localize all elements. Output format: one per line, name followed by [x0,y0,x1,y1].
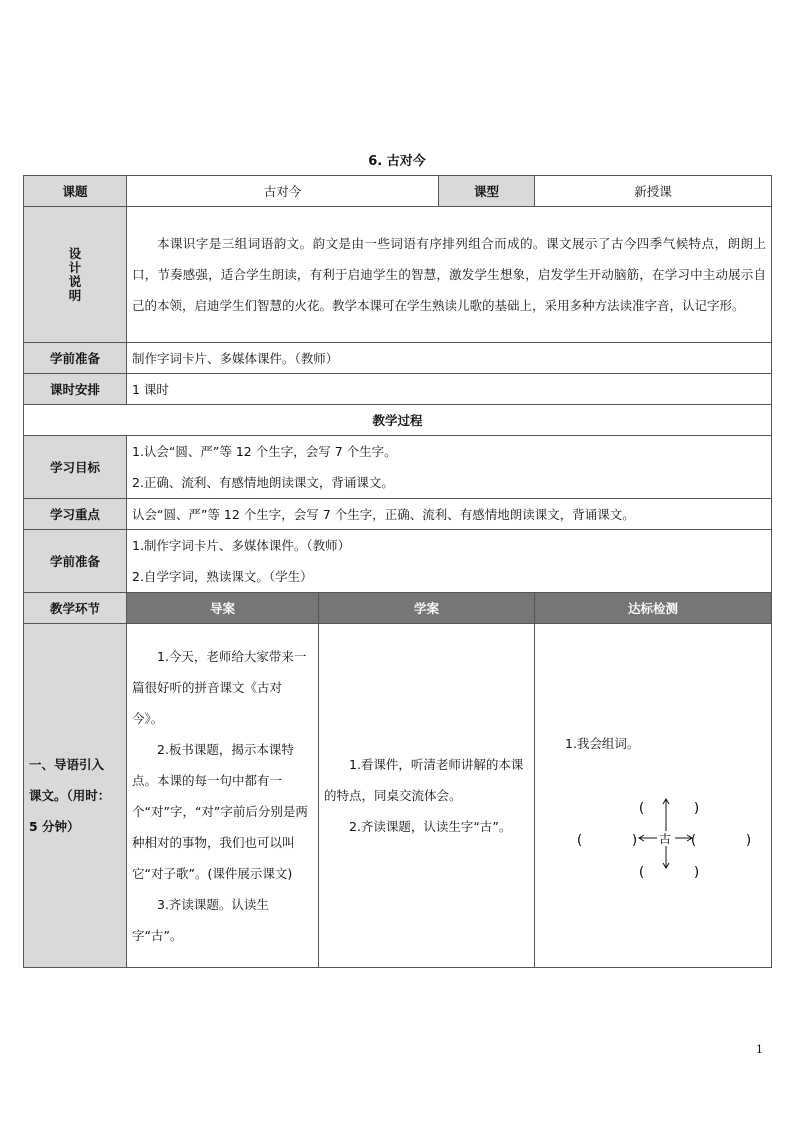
stage1-check [535,624,772,968]
topic-label: 课题 [24,176,127,207]
lesson-plan-table [23,175,772,968]
paren-close: ) [632,833,638,848]
topic-row [24,176,772,207]
stage1-guide [127,624,319,968]
design-row [24,207,772,343]
check-title: 1.我会组词。 [565,736,640,751]
process-header-row [24,405,772,436]
center-character: 古 [659,832,672,846]
prep2-cell [127,530,772,593]
stage1-label [24,624,127,968]
paren-close: ) [694,865,700,880]
study-item: 1.看课件，听清老师讲解的本课的特点，同桌交流体会。 [324,757,524,803]
focus-value: 认会“圆、严”等 12 个生字，会写 7 个生字，正确、流利、有感情地朗读课文，背诵课文。 [127,499,772,530]
prep2-item: 1.制作字词卡片、多媒体课件。（教师） [132,538,351,553]
guide-item: 3.齐读课题。认读生字“古”。 [132,896,269,943]
design-text: 本课识字是三组词语韵文。韵文是由一些词语有序排列组合而成的。课文展示了古今四季气候特点，朗朗上口，节奏感强，适合学生朗读，有利于启迪学生的智慧，激发学生想象，启发学生开动脑筋，在学习中主动展示自己的本领，启迪学生们智慧的火花。教学本课可在学生熟读儿歌的基础上，采用多种方法读准字音，认记字形。 [132,236,767,313]
stage1-label-line: 一、导语引入 [29,757,105,772]
prep2-row [24,530,772,593]
page-number: 1 [756,1043,763,1056]
design-label-char: 明 [68,287,82,303]
prep-value: 制作字词卡片、多媒体课件。（教师） [127,343,772,374]
design-label-char: 计 [68,259,82,275]
paren-open: ( [577,833,583,848]
page-title: 6. 古对今 [368,154,426,169]
columns-header-row [24,593,772,624]
prep2-label: 学前准备 [24,530,127,593]
goals-cell [127,436,772,499]
design-label [24,207,127,343]
focus-row [24,499,772,530]
prep-label: 学前准备 [24,343,127,374]
stage1-study [319,624,535,968]
schedule-row [24,374,772,405]
process-header: 教学过程 [24,405,772,436]
column-check: 达标检测 [535,593,772,624]
column-study: 学案 [319,593,535,624]
paren-open: ( [691,833,697,848]
design-text-cell [127,207,772,343]
word-building-diagram [535,624,772,968]
paren-open: ( [639,865,645,880]
goals-label: 学习目标 [24,436,127,499]
design-label-char: 说 [68,273,82,289]
guide-item: 2.板书课题，揭示本课特点。本课的每一句中都有一个“对”字，“对”字前后分别是两种相对的事物，我们也可以叫它“对子歌”。(课件展示课文) [132,741,308,881]
column-guide: 导案 [127,593,319,624]
paren-open: ( [639,801,645,816]
topic-value: 古对今 [127,176,439,207]
design-label-char: 设 [68,245,82,261]
prep-row [24,343,772,374]
focus-label: 学习重点 [24,499,127,530]
stage1-label-line: 5 分钟） [29,819,80,834]
schedule-label: 课时安排 [24,374,127,405]
goals-row [24,436,772,499]
goal-item: 2.正确、流利、有感情地朗读课文，背诵课文。 [132,475,394,490]
study-item: 2.齐读课题，认读生字“古”。 [349,819,512,834]
goal-item: 1.认会“圆、严”等 12 个生字，会写 7 个生字。 [132,444,397,459]
paren-close: ) [694,801,700,816]
column-stage: 教学环节 [24,593,127,624]
guide-item: 1.今天，老师给大家带来一篇很好听的拼音课文《古对今》。 [132,648,307,726]
schedule-value: 1 课时 [127,374,772,405]
stage1-label-line: 课文。（用时： [29,788,111,803]
paren-close: ) [746,833,752,848]
stage1-row [24,624,772,968]
lesson-type-label: 课型 [439,176,535,207]
lesson-type-value: 新授课 [535,176,772,207]
prep2-item: 2.自学字词，熟读课文。（学生） [132,569,313,584]
